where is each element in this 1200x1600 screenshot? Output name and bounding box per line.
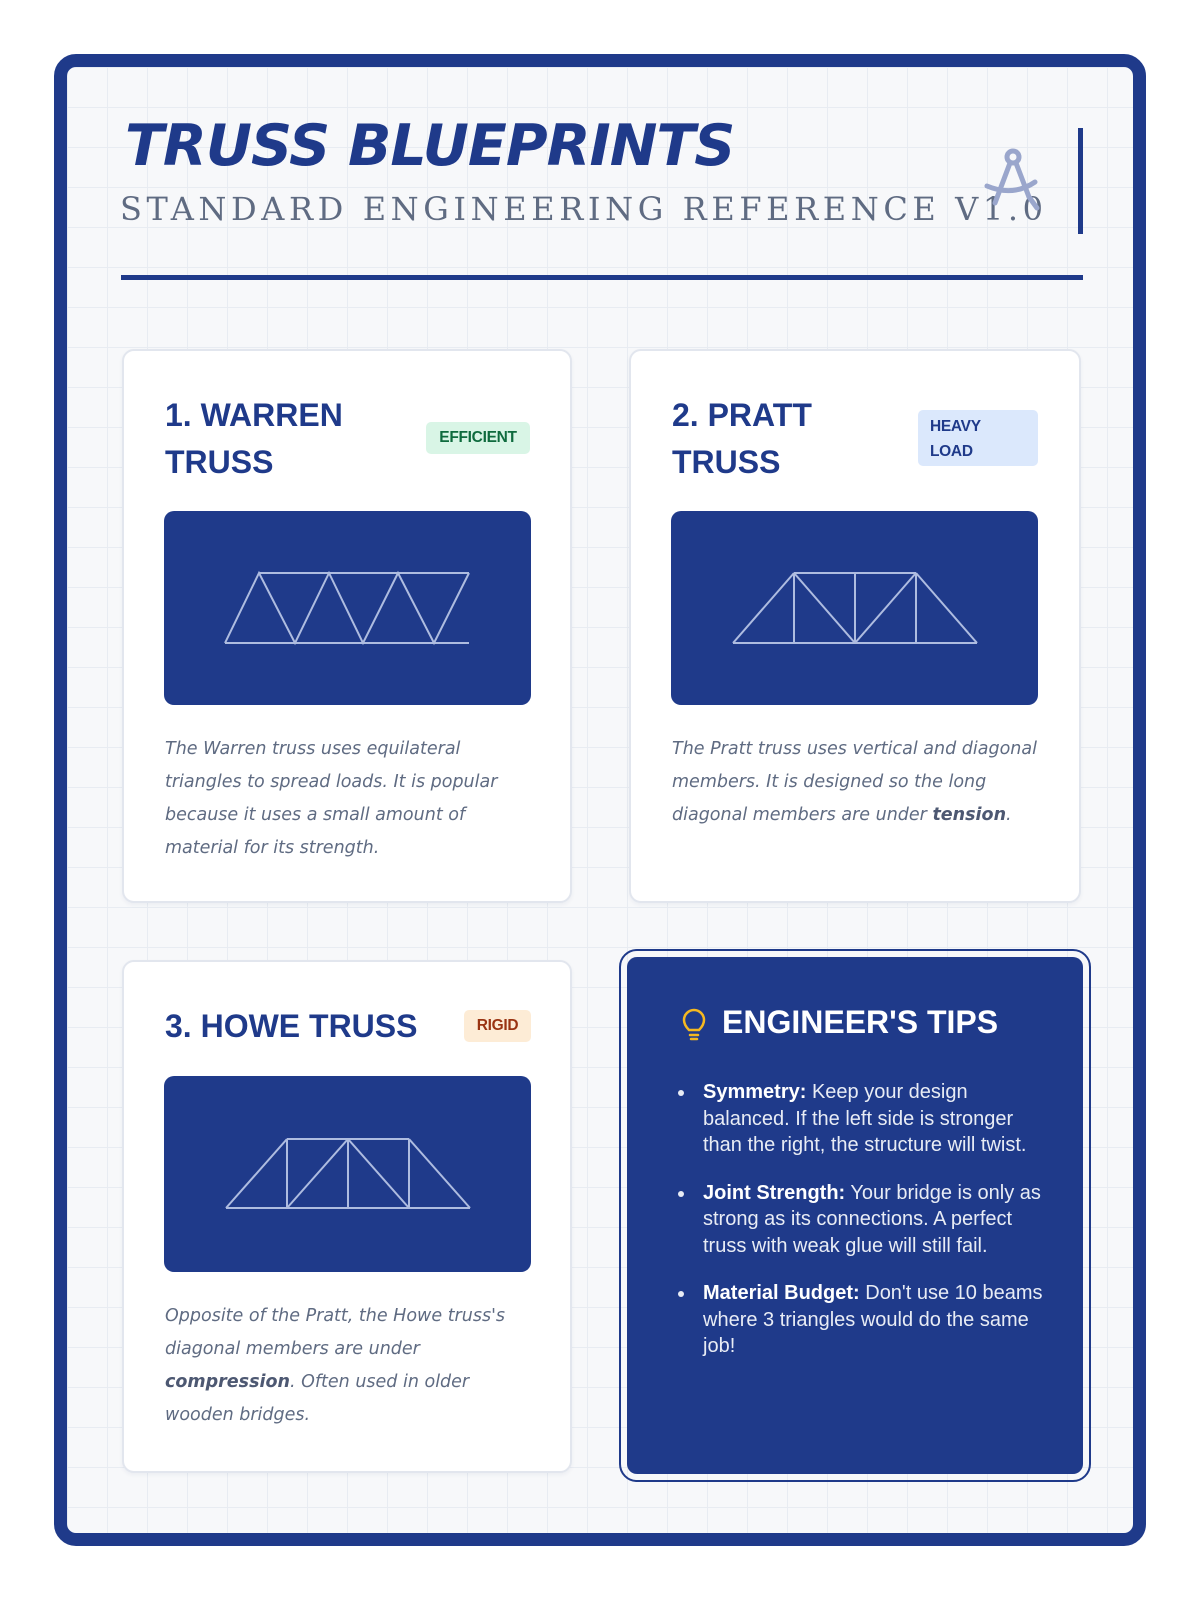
lightbulb-icon xyxy=(681,1008,707,1042)
tip-label: Material Budget: xyxy=(703,1282,860,1304)
status-badge: RIGID xyxy=(464,1010,531,1042)
emphasis-term: tension xyxy=(932,805,1007,825)
description-text: . Often used in older wooden bridges. xyxy=(165,1372,470,1425)
tip-text: Your bridge is only as strong as its connections. A perfect truss with weak glue will still fail. xyxy=(703,1181,1041,1257)
tip-label: Symmetry: xyxy=(703,1081,807,1103)
status-badge: HEAVY LOAD xyxy=(918,410,1038,466)
emphasis-term: compression xyxy=(165,1372,290,1392)
drafting-compass-icon xyxy=(975,145,1050,220)
tip-item xyxy=(675,1079,1047,1159)
tip-item xyxy=(675,1280,1047,1360)
card-title: 3. HOWE TRUSS xyxy=(165,1008,418,1044)
title-accent-bar xyxy=(1078,128,1083,234)
header-divider xyxy=(121,275,1083,280)
tip-item xyxy=(675,1180,1047,1260)
card-description xyxy=(165,733,535,865)
description-text: Opposite of the Pratt, the Howe truss's diagonal members are under xyxy=(165,1306,506,1359)
description-text: The Warren truss uses equilateral triangles to spread loads. It is popular because it uses a small amount of material for its strength. xyxy=(165,739,498,858)
card-description xyxy=(165,1300,540,1432)
page-title: TRUSS BLUEPRINTS xyxy=(125,113,735,179)
description-text: The Pratt truss uses vertical and diagonal members. It is designed so the long diagonal members are under xyxy=(672,739,1037,825)
card-title: 1. WARREN TRUSS xyxy=(165,397,343,480)
card-title: 2. PRATT TRUSS xyxy=(672,397,812,480)
tips-list xyxy=(675,1079,1047,1381)
tip-text: Don't use 10 beams where 3 triangles would do the same job! xyxy=(703,1282,1043,1357)
description-text: . xyxy=(1006,805,1012,825)
pratt-truss-diagram xyxy=(671,511,1038,705)
page-subtitle: STANDARD ENGINEERING REFERENCE V1.0 xyxy=(120,190,1048,228)
tips-title: ENGINEER'S TIPS xyxy=(722,1004,999,1040)
tip-text: Keep your design balanced. If the left side is stronger than the right, the structure will twist. xyxy=(703,1081,1027,1156)
tip-label: Joint Strength: xyxy=(703,1181,846,1204)
card-description xyxy=(672,733,1042,832)
warren-truss-diagram xyxy=(164,511,531,705)
howe-truss-diagram xyxy=(164,1076,531,1272)
status-badge: EFFICIENT xyxy=(426,422,530,454)
